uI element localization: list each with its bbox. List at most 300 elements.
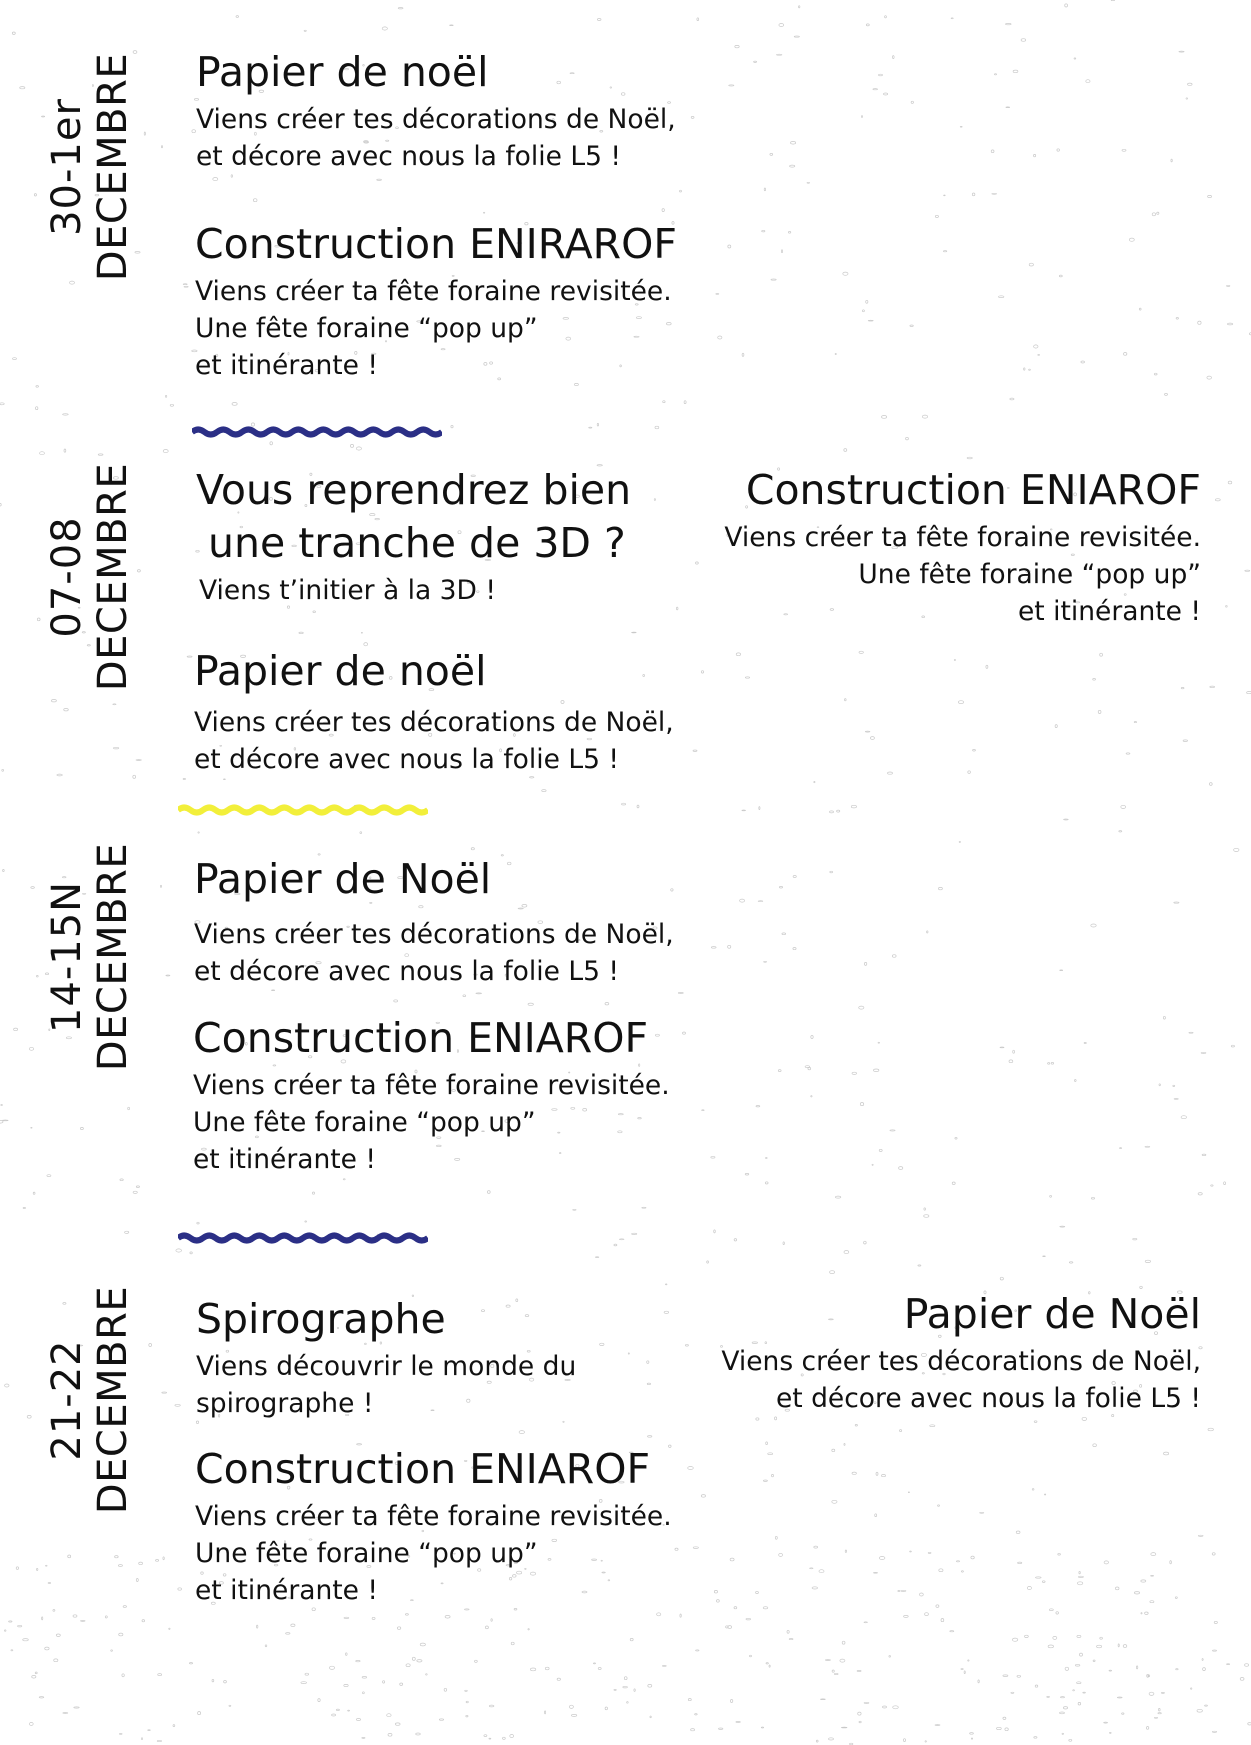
speckle [924,1208,926,1210]
speckle [3,869,5,871]
speckle [872,1164,873,1165]
speckle [697,18,699,21]
speckle [1247,692,1251,694]
speckle [45,1647,49,1650]
speckle [650,1716,651,1718]
event-construction-eniarof [724,466,1201,630]
speckle [530,1668,535,1671]
speckle [1083,1692,1086,1693]
speckle [893,1706,899,1709]
speckle [257,1625,258,1628]
speckle [1034,1737,1037,1739]
speckle [1025,1635,1029,1637]
speckle [1091,924,1096,927]
speckle [1024,368,1025,370]
speckle [758,901,763,902]
speckle [123,1606,126,1608]
speckle [771,279,776,280]
speckle [879,1557,885,1560]
speckle [175,1404,180,1406]
speckle [1161,1692,1164,1693]
description-line: Viens t’initier à la 3D ! [199,575,496,607]
event-construction-enirarof [195,220,677,384]
speckle [881,1475,885,1477]
speckle [648,1436,652,1438]
wave-divider-yellow [178,802,428,818]
speckle [788,231,790,233]
speckle [1003,1675,1008,1677]
speckle [622,803,626,805]
speckle [1145,1260,1150,1262]
event-description [194,916,674,990]
date-month: DECEMBRE [90,842,136,1072]
description-line: Viens créer ta fête foraine revisitée. [724,522,1201,554]
speckle [1124,353,1127,356]
speckle [811,1036,813,1039]
speckle [377,179,382,180]
speckle [858,1712,861,1715]
speckle [270,442,273,445]
description-line: Viens créer tes décorations de Noël, [721,1346,1201,1378]
speckle [782,933,786,935]
speckle [924,1215,929,1218]
speckle [678,992,683,993]
speckle [655,426,659,429]
speckle [765,1182,768,1184]
speckle [183,284,187,285]
speckle [766,1442,768,1445]
description-line: Viens créer ta fête foraine revisitée. [195,1501,672,1533]
speckle [12,32,15,34]
speckle [388,1733,392,1736]
speckle [466,1715,468,1717]
speckle [1100,653,1103,656]
speckle [857,1670,861,1671]
speckle [734,1607,737,1609]
speckle [136,1579,138,1582]
event-description [193,1067,670,1178]
speckle [779,886,782,888]
speckle [964,1671,965,1674]
speckle [3,1120,9,1121]
description-line: Viens créer ta fête foraine revisitée. [195,276,672,308]
speckle [35,1672,37,1674]
speckle [814,781,815,782]
speckle [980,1512,984,1513]
speckle [1205,1705,1208,1706]
speckle [1050,1195,1052,1197]
speckle [1165,393,1168,395]
speckle [688,1699,691,1701]
speckle [183,778,185,779]
speckle [935,215,938,217]
event-papier-de-noel [194,647,674,778]
speckle [956,1561,959,1562]
speckle [910,325,913,327]
speckle [1154,373,1157,375]
speckle [1198,1193,1202,1195]
speckle [707,1261,709,1263]
speckle [2,769,4,771]
description-line: Une fête foraine “pop up” [193,1107,536,1139]
speckle [756,1106,760,1107]
speckle [299,632,303,634]
speckle [775,1536,777,1539]
speckle [879,1149,882,1151]
speckle [680,190,682,192]
speckle [1036,1577,1042,1578]
speckle [766,1663,768,1664]
speckle [350,444,353,447]
speckle [451,425,453,428]
speckle [1212,1553,1215,1555]
speckle [344,1684,348,1686]
speckle [898,1590,900,1591]
speckle [961,1571,963,1572]
speckle [476,993,482,994]
speckle [1179,51,1184,52]
speckle [648,1684,652,1687]
speckle [756,1418,759,1420]
speckle [693,750,697,751]
speckle [680,1614,681,1617]
speckle [1097,1645,1102,1648]
speckle [908,1492,909,1493]
speckle [777,54,782,55]
speckle [922,415,927,418]
speckle [1181,1116,1186,1119]
speckle [1021,39,1026,42]
speckle [637,805,639,808]
speckle [597,19,601,21]
speckle [1056,1612,1059,1614]
speckle [68,1555,71,1558]
speckle [1152,213,1155,216]
speckle [557,1678,560,1680]
speckle [192,130,196,133]
event-papier-de-noel [194,855,674,990]
description-line: et décore avec nous la folie L5 ! [194,956,620,988]
speckle [400,1683,403,1685]
speckle [1188,83,1193,85]
wave-divider-navy [192,424,442,440]
speckle [764,961,767,962]
speckle [624,1677,627,1680]
speckle [398,8,403,9]
speckle [874,1572,878,1573]
speckle [1145,1146,1150,1147]
speckle [930,1425,935,1427]
speckle [489,1738,491,1739]
speckle [1109,1732,1111,1733]
speckle [1077,1682,1081,1684]
speckle [1075,1080,1077,1082]
speckle [23,1639,29,1641]
event-papier-de-noel [196,48,676,175]
speckle [943,251,946,252]
description-line: Viens créer tes décorations de Noël, [196,104,676,136]
speckle [1051,1062,1054,1064]
speckle [1151,1553,1156,1556]
speckle [57,774,62,776]
speckle [595,1257,598,1258]
description-line: Une fête foraine “pop up” [195,1538,538,1570]
speckle [0,403,4,405]
speckle [740,899,745,902]
speckle [304,30,306,31]
speckle [1,1105,3,1106]
description-line: Viens créer ta fête foraine revisitée. [193,1070,670,1102]
speckle [903,1739,905,1742]
speckle [807,182,810,183]
speckle [360,832,362,834]
speckle [113,704,116,705]
speckle [1181,687,1184,688]
speckle [971,1738,972,1739]
event-title: Construction ENIRAROF [195,220,677,268]
speckle [73,1615,77,1617]
speckle [1081,361,1085,363]
speckle [471,848,474,850]
speckle [835,1196,840,1198]
speckle [845,1550,846,1552]
speckle [1122,149,1126,151]
speckle [545,1711,546,1714]
speckle [864,1622,867,1623]
speckle [1009,1060,1013,1063]
speckle [779,1553,783,1556]
speckle [119,1633,123,1636]
speckle [1078,1576,1083,1577]
speckle [1202,1659,1203,1661]
speckle [4,1630,6,1631]
speckle [1207,376,1212,379]
speckle [343,1179,345,1180]
speckle [874,1069,879,1072]
speckle [728,945,731,948]
event-description [196,101,676,175]
speckle [1034,1421,1037,1423]
speckle [939,1569,943,1572]
speckle [224,1681,227,1683]
speckle [128,1107,130,1110]
speckle [843,272,848,275]
speckle [868,320,873,321]
speckle [711,947,716,949]
speckle [911,101,913,103]
speckle [1227,323,1232,325]
speckle [841,1727,847,1728]
speckle [864,1702,869,1703]
speckle [189,1663,192,1664]
speckle [158,1674,162,1676]
speckle [865,731,870,732]
speckle [951,18,953,19]
speckle [701,1495,705,1498]
speckle [812,1587,817,1589]
speckle [662,209,664,212]
speckle [936,1605,939,1608]
speckle [614,1244,617,1246]
speckle [1174,1099,1178,1100]
speckle [775,1417,777,1420]
speckle [0,1121,3,1124]
speckle [1012,1638,1017,1641]
event-description [721,1343,1201,1417]
speckle [348,1710,350,1711]
event-title: Papier de noël [196,48,489,96]
speckle [701,671,703,673]
speckle [9,1621,12,1622]
speckle [899,1167,903,1170]
speckle [1063,1707,1067,1709]
speckle [187,656,192,657]
speckle [605,1707,607,1710]
speckle [48,1583,51,1584]
speckle [1154,1717,1157,1718]
speckle [726,1626,729,1628]
speckle [1073,1690,1075,1691]
date-days: 21-22 [44,1339,90,1461]
description-line: et décore avec nous la folie L5 ! [196,141,622,173]
speckle [98,454,103,455]
speckle [1077,1582,1082,1585]
speckle [136,1186,139,1188]
speckle [236,16,239,18]
speckle [870,737,874,740]
speckle [994,74,996,75]
speckle [986,665,988,668]
speckle [136,760,141,761]
date-label-week3 [10,837,170,1077]
speckle [1091,1197,1094,1199]
speckle [829,1738,834,1740]
speckle [1080,1653,1083,1656]
speckle [11,1650,13,1651]
speckle [54,1659,58,1662]
speckle [688,1467,694,1470]
speckle [654,499,655,501]
speckle [1151,1575,1154,1576]
speckle [628,1353,629,1354]
speckle [405,1614,408,1616]
speckle [1134,722,1136,723]
speckle [885,16,887,18]
speckle [992,193,997,194]
speckle [397,1627,400,1630]
speckle [74,1707,79,1708]
speckle [542,790,546,792]
speckle [487,1191,490,1194]
speckle [634,1689,635,1692]
speckle [13,358,17,360]
description-line: et décore avec nous la folie L5 ! [775,1383,1201,1415]
speckle [1129,238,1134,241]
speckle [336,1709,339,1711]
speckle [746,1618,751,1620]
speckle [1043,1256,1046,1257]
speckle [935,1725,940,1726]
speckle [1034,154,1036,156]
speckle [728,1626,732,1629]
speckle [32,1676,36,1679]
speckle [18,1625,22,1627]
speckle [37,1568,38,1570]
speckle [1098,710,1101,713]
speckle [860,1103,863,1106]
speckle [1183,740,1187,742]
speckle [1224,1182,1226,1185]
speckle [808,1067,811,1069]
speckle [484,1735,487,1737]
speckle [844,1251,849,1254]
speckle [772,1474,774,1476]
speckle [1173,1085,1175,1086]
description-line: Viens créer tes décorations de Noël, [194,707,674,739]
speckle [768,1453,773,1455]
speckle [466,1701,468,1703]
speckle [714,1230,716,1233]
speckle [745,1173,749,1175]
speckle [1069,1739,1072,1741]
event-description [195,1498,672,1609]
speckle [139,1562,143,1565]
speckle [764,188,765,191]
speckle [862,310,864,312]
speckle [1231,1045,1234,1047]
speckle [1197,1709,1202,1712]
speckle [632,632,637,633]
speckle [627,1702,629,1704]
speckle [463,995,466,997]
speckle [1048,1645,1053,1648]
date-days: 07-08 [44,516,90,638]
speckle [1136,1666,1137,1669]
speckle [790,165,795,167]
speckle [444,1688,447,1691]
speckle [253,199,257,202]
speckle [961,1669,963,1670]
speckle [346,1653,348,1656]
speckle [729,85,734,86]
speckle [904,1615,909,1617]
speckle [959,841,960,842]
speckle [683,1032,686,1034]
speckle [329,1666,334,1669]
speckle [835,353,836,354]
speckle [623,1686,628,1688]
speckle [1164,1452,1169,1455]
speckle [176,1249,182,1252]
speckle [830,871,833,873]
speckle [765,1158,767,1159]
speckle [1034,345,1038,348]
speckle [830,1271,835,1274]
speckle [1201,1052,1206,1053]
speckle [1059,275,1062,277]
event-title: Construction ENIAROF [193,1014,649,1062]
speckle [763,1607,768,1609]
speckle [1189,1032,1193,1033]
speckle [878,1042,880,1043]
speckle [734,1239,737,1241]
speckle [1058,1553,1061,1555]
speckle [702,1110,704,1111]
speckle [684,401,686,404]
speckle [1240,1678,1244,1681]
speckle [970,1733,974,1735]
speckle [1212,1731,1216,1732]
